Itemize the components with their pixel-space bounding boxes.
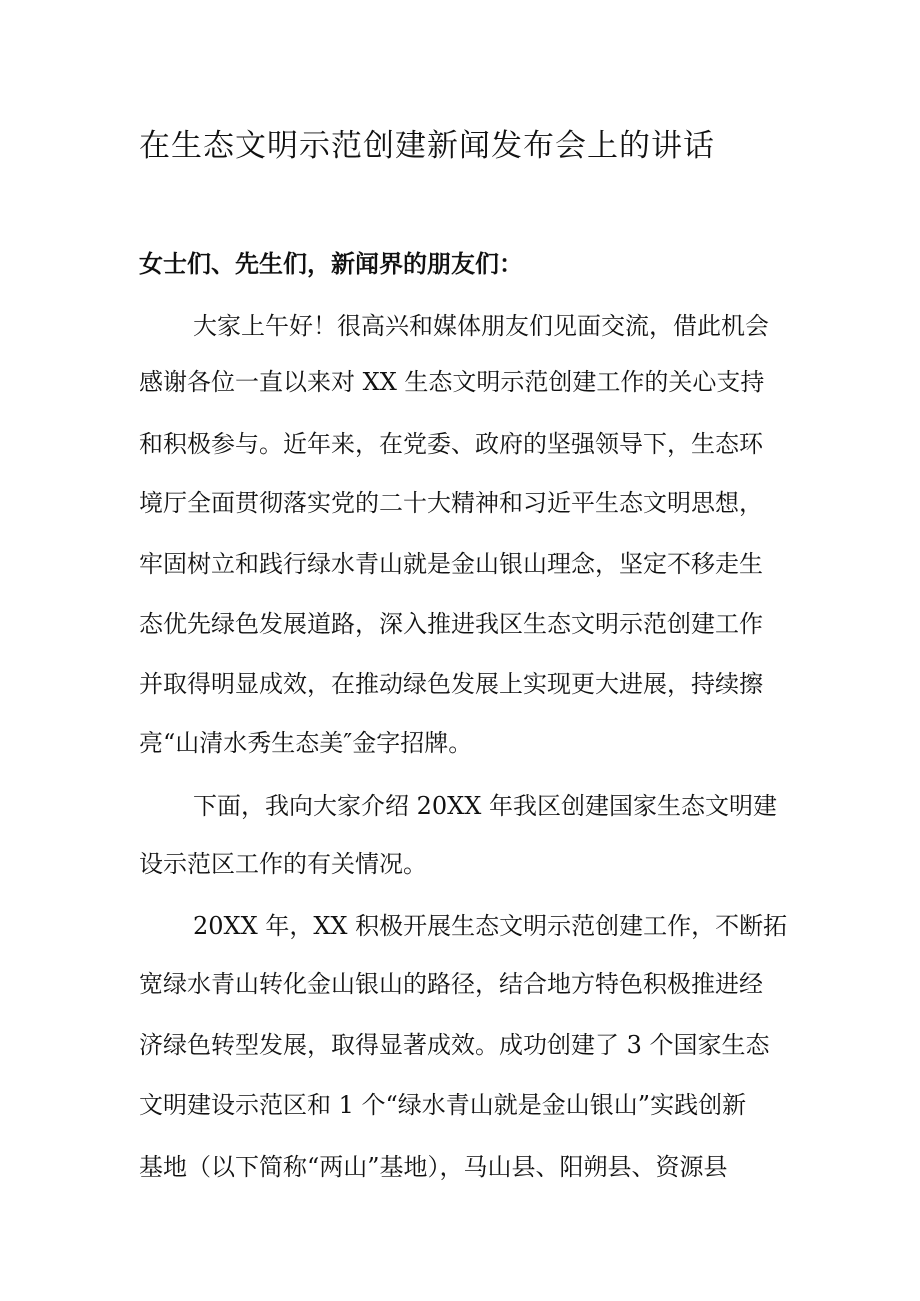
paragraph-3-line-2: 宽绿水青山转化金山银山的路径，结合地方特色积极推进经 — [139, 970, 763, 998]
salutation: 女士们、先生们，新闻界的朋友们： — [139, 249, 523, 278]
paragraph-1-line-6: 态优先绿色发展道路，深入推进我区生态文明示范创建工作 — [139, 610, 763, 638]
paragraph-2-line-1: 下面，我向大家介绍 20XX 年我区创建国家生态文明建 — [193, 792, 777, 820]
paragraph-1-line-4: 境厅全面贯彻落实党的二十大精神和习近平生态文明思想， — [139, 489, 763, 517]
document-title: 在生态文明示范创建新闻发布会上的讲话 — [139, 128, 715, 164]
paragraph-1-line-8: 亮“山清水秀生态美″金字招牌。 — [139, 729, 473, 757]
paragraph-1-line-5: 牢固树立和践行绿水青山就是金山银山理念，坚定不移走生 — [139, 550, 763, 578]
paragraph-1-line-1: 大家上午好！很高兴和媒体朋友们见面交流，借此机会 — [193, 312, 769, 340]
paragraph-1-line-2: 感谢各位一直以来对 XX 生态文明示范创建工作的关心支持 — [139, 368, 765, 396]
paragraph-3-line-3: 济绿色转型发展，取得显著成效。成功创建了 3 个国家生态 — [139, 1031, 770, 1059]
paragraph-3-line-5: 基地（以下简称“两山”基地），马山县、阳朔县、资源县 — [139, 1153, 728, 1181]
paragraph-1-line-3: 和积极参与。近年来，在党委、政府的坚强领导下，生态环 — [139, 430, 763, 458]
paragraph-3-line-1: 20XX 年，XX 积极开展生态文明示范创建工作，不断拓 — [193, 912, 788, 940]
paragraph-3-line-4: 文明建设示范区和 1 个“绿水青山就是金山银山”实践创新 — [139, 1091, 747, 1119]
paragraph-2-line-2: 设示范区工作的有关情况。 — [139, 850, 427, 878]
paragraph-1-line-7: 并取得明显成效，在推动绿色发展上实现更大进展，持续擦 — [139, 670, 763, 698]
